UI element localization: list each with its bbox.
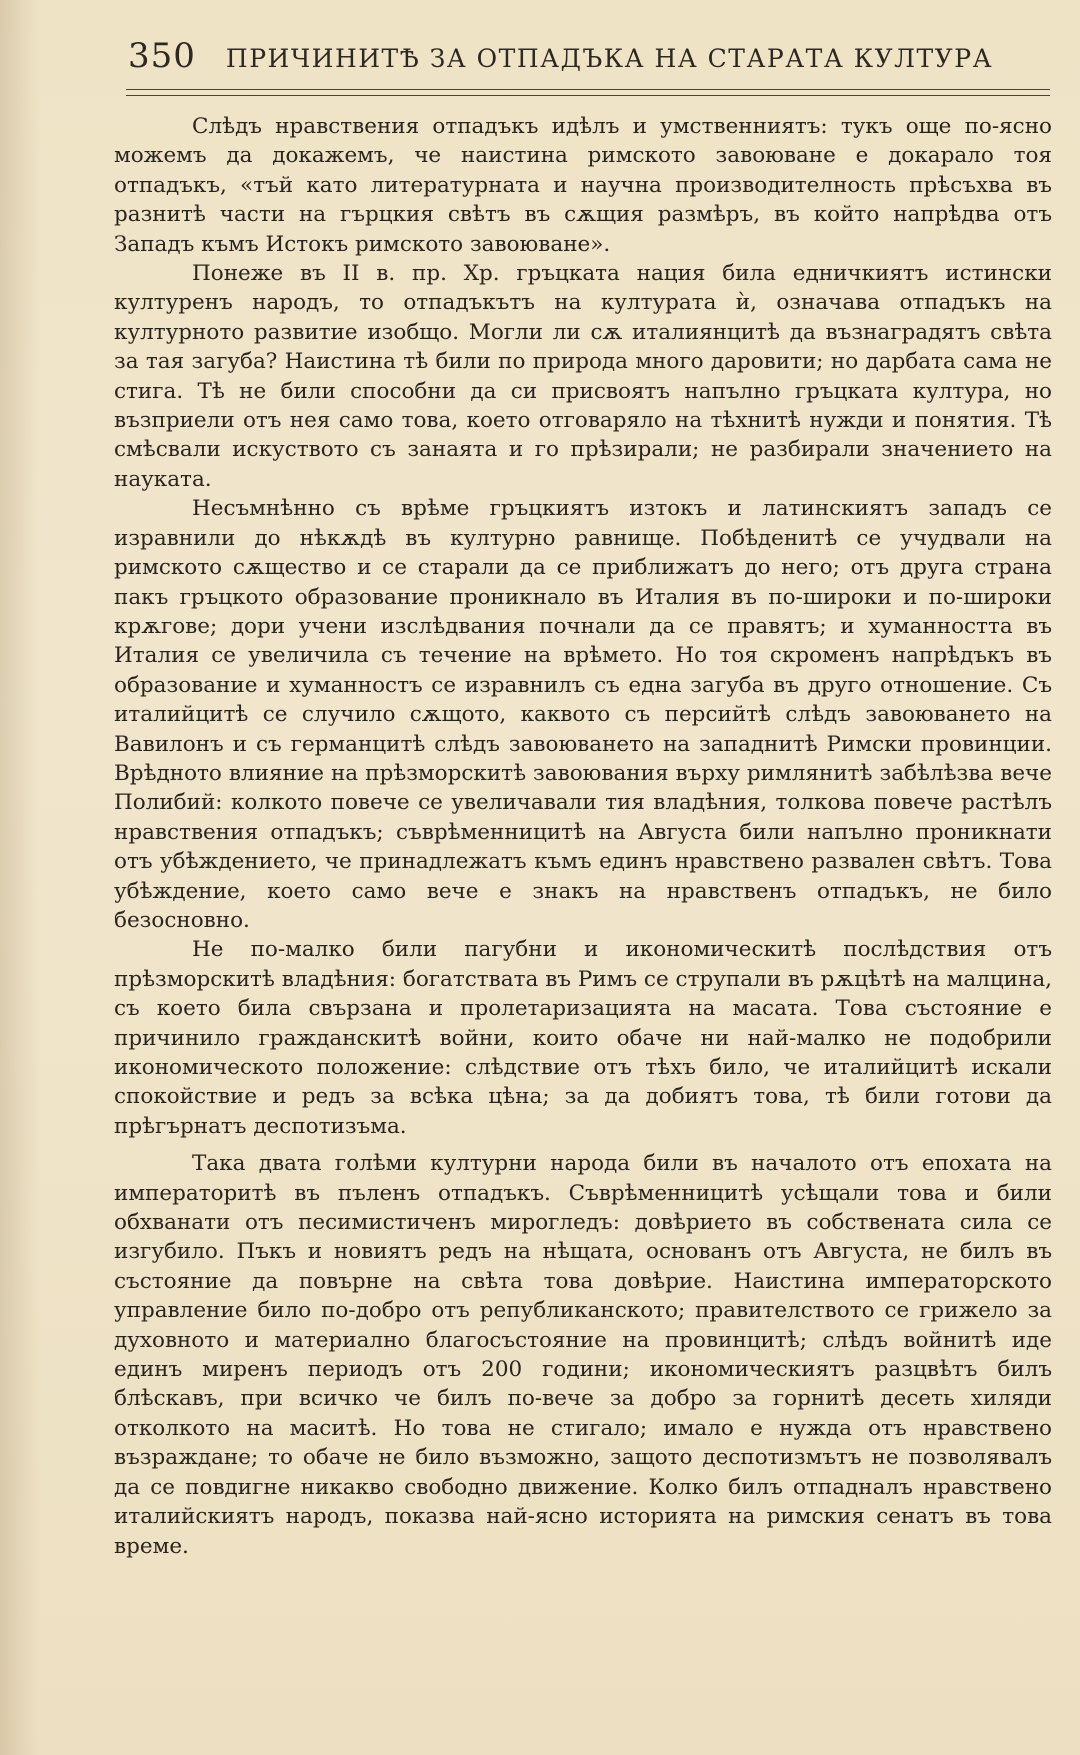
page-number: 350 bbox=[128, 36, 196, 76]
body-text bbox=[114, 112, 1052, 1561]
running-title: ПРИЧИНИТѢ ЗА ОТПАДЪКА НА СТАРАТА КУЛТУРА bbox=[225, 44, 993, 73]
page-header bbox=[128, 36, 1048, 86]
paragraph: Не по-малко били пагубни и икономическитѣ послѣдствия отъ прѣзморскитѣ владѣния: богатствата въ Римъ се струпали въ рѫцѣтѣ на малцина, съ което била свързана и пролетаризацията на масата. Това състояние е причинило гражданскитѣ войни, които обаче ни най-малко не подобрили икономическото положение: слѣдствие отъ тѣхъ било, че италийцитѣ искали спокойствие и редъ за всѣка цѣна; за да добиятъ това, тѣ били готови да прѣгърнатъ деспотизъма. bbox=[114, 937, 1052, 1139]
paragraph: Понеже въ II в. пр. Хр. гръцката нация била едничкиятъ истински културенъ народъ, то отпадъкътъ на културата ѝ, означава отпадъкъ на културното развитие изобщо. Могли ли сѫ италиянцитѣ да възнаградятъ свѣта за тая загуба? Наистина тѣ били по природа много даровити; но дарбата сама не стига. Тѣ не били способни да си присвоятъ напълно гръцката култура, но възприели отъ нея само това, което отговаряло на тѣхнитѣ нужди и понятия. Тѣ смѣсвали искуството съ занаята и го прѣзирали; не разбирали значението на науката. bbox=[114, 261, 1052, 492]
paragraph: Така двата голѣми културни народа били въ началото отъ епохата на императоритѣ въ пъленъ отпадъкъ. Съврѣменницитѣ усѣщали това и били обхванати отъ песимистиченъ мирогледъ: довѣрието въ собствената сила се изгубило. Пъкъ и новиятъ редъ на нѣщата, основанъ отъ Августа, не билъ въ състояние да повърне на свѣта това довѣрие. Наистина императорското управление било по-добро отъ републиканското; правителството се грижело за духовното и материално благосъстояние на провинцитѣ; слѣдъ войнитѣ иде единъ миренъ периодъ отъ 200 години; икономическиятъ разцвѣтъ билъ блѣскавъ, при всичко че билъ по-вече за добро за горнитѣ десеть хиляди отколкото на маситѣ. Но това не стигало; имало е нужда отъ нравствено възраждане; то обаче не било възможно, защото деспотизмътъ не позволявалъ да се повдигне никакво свободно движение. Колко билъ отпадналъ нравствено италийскиятъ народъ, показва най-ясно историята на римския сенатъ въ това време. bbox=[114, 1151, 1052, 1559]
paragraph: Несъмнѣнно съ врѣме гръцкиятъ изтокъ и латинскиятъ западъ се изравнили до нѣкѫдѣ въ културно равнище. Побѣденитѣ се учудвали на римското сѫщество и се старали да се приближатъ до него; отъ друга страна пакъ гръцкото образование проникнало въ Италия въ по-широки и по-широки крѫгове; дори учени изслѣдвания почнали да се правятъ; и хуманността въ Италия се увеличила съ течение на врѣмето. Но тоя скроменъ напрѣдъкъ въ образование и хуманностъ се изравнилъ съ една загуба въ друго отношение. Съ италийцитѣ се случило сѫщото, каквото съ персийтѣ слѣдъ завоюването на Вавилонъ и съ германцитѣ слѣдъ завоюването на западнитѣ Римски провинции. Врѣдното влияние на прѣзморскитѣ завоювания върху римлянитѣ забѣлѣзва вече Полибий: колкото повече се увеличавали тия владѣния, толкова повече растѣлъ нравствения отпадъкъ; съврѣменницитѣ на Августа били напълно проникнати отъ убѣждението, че принадлежатъ къмъ единъ нравствено развален свѣтъ. Това убѣждение, което само вече е знакъ на нравственъ отпадъкъ, не било безосновно. bbox=[114, 496, 1052, 933]
header-rule bbox=[126, 89, 1050, 90]
paragraph: Слѣдъ нравствения отпадъкъ идѣлъ и умственниятъ: тукъ още по-ясно можемъ да докажемъ, че наистина римското завоюване е докарало тоя отпадъкъ, «тъй като литературната и научна производителность прѣсъхва въ разнитѣ части на гърцкия свѣтъ въ сѫщия размѣръ, въ който напрѣдва отъ Западъ къмъ Истокъ римското завоюване». bbox=[114, 114, 1052, 257]
header-rule-thin bbox=[126, 95, 1050, 96]
